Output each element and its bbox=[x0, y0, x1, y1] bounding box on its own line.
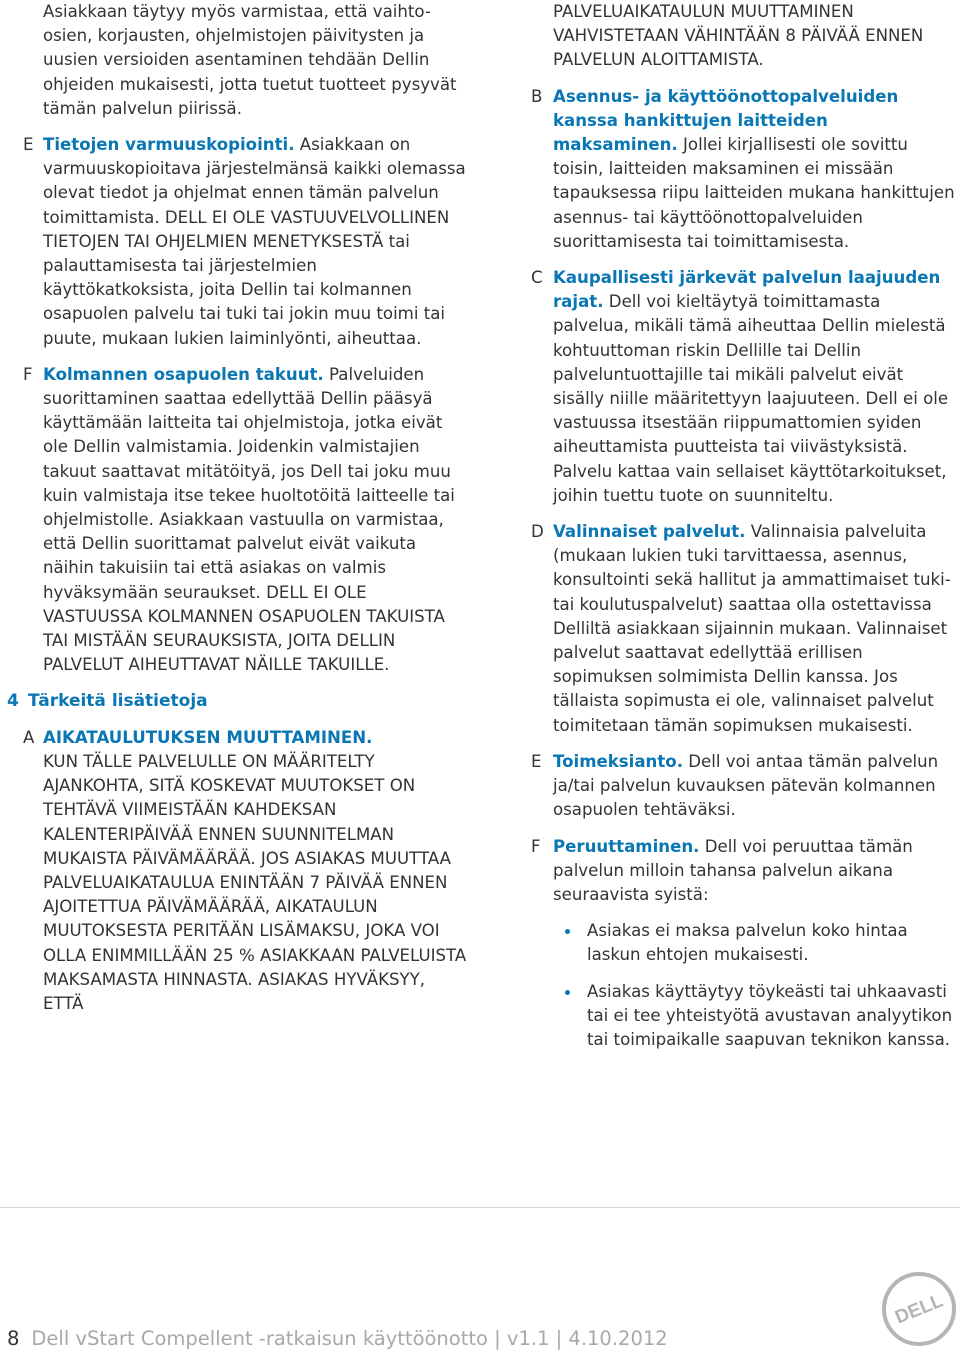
section-heading bbox=[0, 689, 470, 713]
item-body: Jollei kirjallisesti ole sovittu toisin, laitteiden maksaminen ei missään tapauksessa riipu laitteiden mukana hankittujen asennus- tai käyttöönottopalveluiden suorittamisesta tai toimittamisesta. bbox=[553, 135, 955, 251]
item-letter: A bbox=[23, 727, 35, 747]
list-item: Asiakas ei maksa palvelun koko hintaa laskun ehtojen mukaisesti. bbox=[587, 919, 956, 967]
section-number: 4 bbox=[7, 691, 19, 712]
list-item: Asiakas käyttäytyy töykeästi tai uhkaavasti tai ei tee yhteistyötä avustavan analyytikon tai toimipaikalle saapuvan teknikon kanssa. bbox=[587, 980, 956, 1053]
item-letter: F bbox=[531, 836, 541, 856]
item-heading: Valinnaiset palvelut. bbox=[553, 522, 746, 542]
continuation-paragraph bbox=[528, 0, 956, 73]
item-heading: Kaupallisesti järkevät palvelun laajuuden rajat. bbox=[553, 268, 941, 312]
cancellation-reasons-list bbox=[528, 919, 956, 1052]
item-f-third-party-warranties bbox=[0, 363, 470, 678]
item-body: Dell voi antaa tämän palvelun ja/tai palvelun kuvauksen pätevän kolmannen osapuolen tehtäväksi. bbox=[553, 751, 939, 820]
item-letter: B bbox=[531, 86, 543, 106]
item-letter: F bbox=[23, 364, 33, 384]
footer-text: Dell vStart Compellent -ratkaisun käyttöönotto | v1.1 | 4.10.2012 bbox=[31, 1327, 668, 1350]
item-heading: Peruuttaminen. bbox=[553, 836, 700, 856]
intro-text: Asiakkaan täytyy myös varmistaa, että vaihto-osien, korjausten, ohjelmistojen päivitysten ja uusien versioiden asentaminen tehdään Dellin ohjeiden mukaisesti, jotta tuetut tuotteet pysyvät tämän palvelun piirissä. bbox=[43, 2, 457, 118]
item-d-optional-services bbox=[528, 520, 956, 738]
item-letter: C bbox=[531, 268, 543, 288]
item-heading: Asennus- ja käyttöönottopalveluiden kanssa hankittujen laitteiden maksaminen. bbox=[553, 86, 899, 155]
page-footer bbox=[7, 1326, 668, 1352]
item-body: Valinnaisia palveluita (mukaan lukien tuki tarvittaessa, asennus, konsultointi sekä hallitut ja ammattimaiset tuki- tai koulutuspalvelut) saattaa olla ostettavissa Delliltä asiakkaan sijainnin mukaan. Valinnaiset palvelut saattavat edellyttää erillisen sopimuksen solmimista Dellin kanssa. Jos tällaista sopimusta ei ole, valinnaiset palvelut toimitetaan tämän sopimuksen mukaisesti. bbox=[553, 522, 951, 735]
dell-logo bbox=[881, 1271, 957, 1347]
item-c-scope-limits bbox=[528, 266, 956, 508]
item-body: Dell voi kieltäytyä toimittamasta palvelua, mikäli tämä aiheuttaa Dellin mielestä kohtuuttoman riskin Dellille tai Dellin palveluntuottajille tai mikäli palvelut eivät sisälly niille määritettyyn laajuuteen. Dell ei ole vastuussa itsestään riippumattomien syiden aiheuttamista puutteista tai viivästyksistä. Palvelu kattaa vain sellaiset käyttötarkoitukset, joihin tuettu tuote on suunniteltu. bbox=[553, 292, 949, 505]
logo-text: DELL bbox=[892, 1290, 947, 1329]
item-e-assignment bbox=[528, 750, 956, 823]
item-body: Asiakkaan on varmuuskopioitava järjestelmänsä kaikki olemassa olevat tiedot ja ohjelmat ennen tämän palvelun toimittamista. DELL EI OLE VASTUUVELVOLLINEN TIETOJEN TAI OHJELMIEN MENETYKSESTÄ tai palauttamisesta tai järjestelmien käyttökatkoksista, joita Dellin tai kolmannen osapuolen palvelu tai tuki tai jokin muu toimi tai puute, mukaan lukien laiminlyönti, aiheuttaa. bbox=[43, 135, 466, 348]
item-heading: Toimeksianto. bbox=[553, 751, 683, 771]
item-e-backup bbox=[0, 133, 470, 351]
left-column bbox=[0, 0, 470, 1016]
item-body: Palveluiden suorittaminen saattaa edellyttää Dellin pääsyä käyttämään laitteita tai ohjelmistoja, jotka eivät ole Dellin valmistamia. Joidenkin valmistajien takuut saattavat mitätöityä, jos Dell tai joku muu kuin valmistaja itse tekee huoltotöitä laitteelle tai ohjelmistolle. Asiakkaan vastuulla on varmistaa, että Dellin suorittamat palvelut eivät vaikuta näihin takuisiin tai että asiakas on valmis hyväksymään seuraukset. DELL EI OLE VASTUUSSA KOLMANNEN OSAPUOLEN TAKUISTA TAI MISTÄÄN SEURAUKSISTA, JOITA DELLIN PALVELUT AIHEUTTAVAT NÄILLE TAKUILLE. bbox=[43, 364, 455, 675]
item-f-cancellation bbox=[528, 835, 956, 908]
item-heading: Kolmannen osapuolen takuut. bbox=[43, 364, 324, 384]
item-letter: E bbox=[531, 751, 542, 771]
right-column bbox=[528, 0, 956, 1064]
page-number: 8 bbox=[7, 1327, 20, 1350]
item-letter: E bbox=[23, 135, 34, 155]
item-a-rescheduling bbox=[0, 726, 470, 1016]
footer-divider bbox=[0, 1207, 960, 1208]
intro-paragraph bbox=[0, 0, 470, 121]
item-b-hardware-payment bbox=[528, 85, 956, 254]
continuation-text: PALVELUAIKATAULUN MUUTTAMINEN VAHVISTETAAN VÄHINTÄÄN 8 PÄIVÄÄ ENNEN PALVELUN ALOITTAMISTA. bbox=[553, 2, 924, 70]
item-letter: D bbox=[531, 522, 544, 542]
item-heading: AIKATAULUTUKSEN MUUTTAMINEN. bbox=[43, 727, 373, 747]
item-heading: Tietojen varmuuskopiointi. bbox=[43, 135, 295, 155]
item-body: KUN TÄLLE PALVELULLE ON MÄÄRITELTY AJANKOHTA, SITÄ KOSKEVAT MUUTOKSET ON TEHTÄVÄ VIIMEISTÄÄN KAHDEKSAN KALENTERIPÄIVÄÄ ENNEN SUUNNITELMAN MUKAISTA PÄIVÄMÄÄRÄÄ. JOS ASIAKAS MUUTTAA PALVELUAIKATAULUA ENINTÄÄN 7 PÄIVÄÄ ENNEN AJOITETTUA PÄIVÄMÄÄRÄÄ, AIKATAULUN MUUTOKSESTA PERITÄÄN LISÄMAKSU, JOKA VOI OLLA ENIMMILLÄÄN 25 % ASIAKKAAN PALVELUISTA MAKSAMASTA HINNASTA. ASIAKAS HYVÄKSYY, ETTÄ bbox=[43, 751, 467, 1013]
section-title: Tärkeitä lisätietoja bbox=[28, 691, 208, 712]
item-body: Dell voi peruuttaa tämän palvelun milloin tahansa palvelun aikana seuraavista syistä: bbox=[553, 836, 913, 904]
